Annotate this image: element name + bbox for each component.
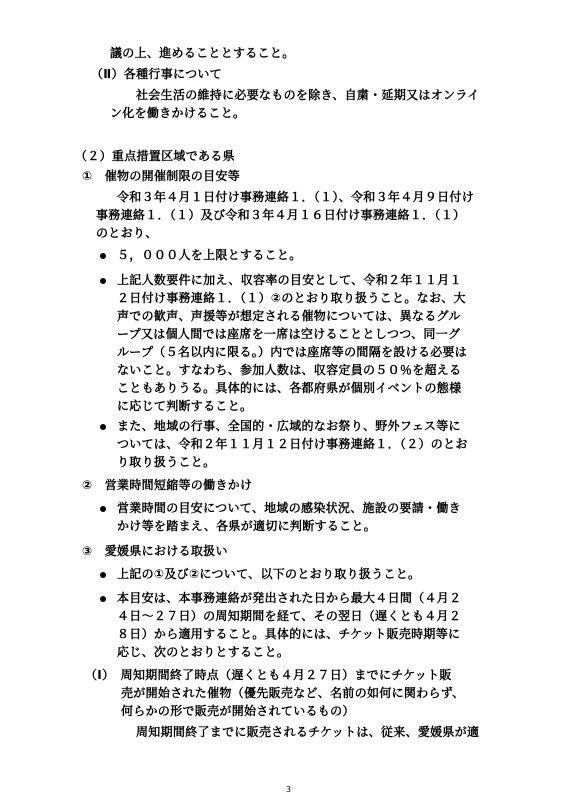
- text-line: ループ（５名以内に限る。）内では座席等の間隔を設ける必要は: [117, 345, 468, 359]
- text-line: ８日）から適用すること。具体的には、チケット販売時期等に: [117, 627, 461, 641]
- bullet-icon: [100, 253, 106, 259]
- text-line: ついては、令和２年１１月１２日付け事務連絡１．（２）のとお: [117, 437, 468, 451]
- subsection-heading: ① 催物の開催制限の目安等: [82, 169, 241, 183]
- text-line: り取り扱うこと。: [117, 455, 216, 469]
- text-line: 声での歓声、声援等が想定される催物については、異なるグル: [117, 309, 461, 323]
- text-line: ないこと。すなわち、参加人数は、収容定員の５０％を超える: [117, 363, 462, 377]
- subsection-heading: ② 営業時間短縮等の働きかけ: [82, 478, 253, 492]
- text-line: 周知期間終了までに販売されるチケットは、従来、愛媛県が適: [136, 725, 480, 739]
- text-line: 何らかの形で販売が開始されているもの）: [121, 704, 355, 718]
- bullet-icon: [100, 596, 106, 602]
- text-line: 議の上、進めることとすること。: [110, 46, 295, 60]
- section-heading: （Ⅱ）各種行事について: [91, 67, 222, 81]
- list-item: 本目安は、本事務連絡が発出された日から最大４日間（４月２: [117, 591, 462, 605]
- text-line: ープ又は個人間では座席を一席は空けることとしつつ、同一グ: [117, 327, 461, 341]
- text-line: 事務連絡１．（１）及び令和３年４月１６日付け事務連絡１．（１）: [96, 208, 466, 222]
- bullet-icon: [100, 572, 106, 578]
- page-number: 3: [286, 785, 292, 794]
- list-item: また、地域の行事、全国的・広域的なお祭り、野外フェス等に: [117, 419, 461, 433]
- list-item: ５，０００人を上限とすること。: [117, 248, 302, 262]
- text-line: こともありうる。具体的には、各都府県が個別イベントの態様: [117, 381, 462, 395]
- section-heading: （２）重点措置区域である県: [75, 149, 235, 163]
- bullet-icon: [100, 424, 106, 430]
- text-line: に応じて判断すること。: [117, 399, 253, 413]
- list-item: 上記の①及び②について、以下のとおり取り扱うこと。: [117, 567, 421, 581]
- text-line: ２日付け事務連絡１．（１）②のとおり取り扱うこと。なお、大: [117, 291, 466, 305]
- text-line: ン化を働きかけること。: [110, 106, 246, 120]
- subsection-heading: ③ 愛媛県における取扱い: [82, 544, 228, 558]
- list-item: 営業時間の目安について、地域の感染状況、施設の要請・働き: [117, 501, 461, 515]
- text-line: かけ等を踏まえ、各県が適切に判断すること。: [117, 519, 377, 533]
- text-line: 令和３年４月１日付け事務連絡１．（１）、令和３年４月９日付け: [117, 190, 475, 204]
- text-line: ４日～２７日）の周知期間を経て、その翌日（遅くとも４月２: [117, 609, 462, 623]
- text-line: 応じ、次のとおりとすること。: [117, 645, 290, 659]
- text-line: 売が開始された催物（優先販売など、名前の如何に関わらず、: [121, 686, 465, 700]
- list-item: 上記人数要件に加え、収容率の目安として、令和２年１１月１: [117, 273, 462, 287]
- text-line: のとおり、: [96, 226, 158, 240]
- bullet-icon: [100, 506, 106, 512]
- text-line: 社会生活の維持に必要なものを除き、自粛・延期又はオンライ: [136, 88, 480, 102]
- bullet-icon: [100, 278, 106, 284]
- section-heading: （Ⅰ） 周知期間終了時点（遅くとも４月２７日）までにチケット販: [85, 668, 452, 682]
